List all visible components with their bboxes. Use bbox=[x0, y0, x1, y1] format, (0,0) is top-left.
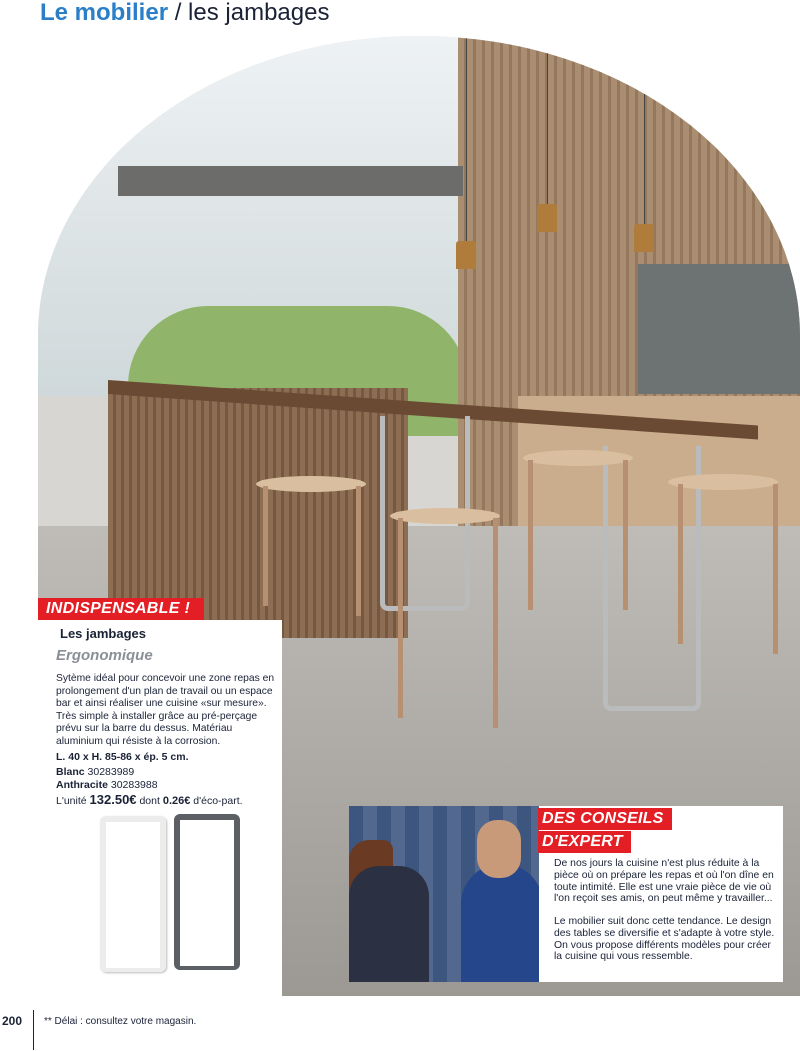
expert-paragraph: De nos jours la cuisine n'est plus réduite à la pièce où on prépare les repas et où l'on dîne en toute intimité. Elle est une vraie pièce de vie où l'on reçoit ses amis, on peut même y travailler... bbox=[554, 858, 774, 905]
customer-figure bbox=[349, 866, 429, 982]
bar-stool-leg bbox=[356, 486, 361, 616]
white-leg-frame-image bbox=[100, 816, 166, 972]
bar-stool-leg bbox=[263, 486, 268, 606]
price-prefix: L'unité bbox=[56, 795, 87, 807]
subsection-title: les jambages bbox=[188, 0, 330, 26]
bar-stool-leg bbox=[493, 518, 498, 728]
stone-backsplash bbox=[638, 264, 800, 394]
indispensable-badge: INDISPENSABLE ! bbox=[38, 598, 204, 620]
pendant-lamp bbox=[456, 241, 476, 269]
variant-white bbox=[56, 766, 134, 778]
variant-anthracite bbox=[56, 779, 158, 791]
eco-prefix: dont bbox=[139, 795, 160, 807]
bar-stool-leg bbox=[678, 484, 683, 644]
unit-price: 132.50€ bbox=[89, 792, 137, 807]
bar-stool-leg bbox=[773, 484, 778, 654]
product-panel bbox=[38, 620, 282, 996]
lamp-cord bbox=[466, 36, 467, 241]
lamp-cord bbox=[547, 36, 548, 204]
expert-figure bbox=[461, 864, 539, 982]
eco-amount: 0.26€ bbox=[162, 795, 191, 807]
product-title: Les jambages bbox=[60, 626, 146, 641]
title-separator: / bbox=[168, 0, 189, 26]
bar-stool-seat bbox=[523, 450, 633, 466]
expert-title-line2: D'EXPERT bbox=[538, 831, 631, 853]
bar-stool-leg bbox=[398, 518, 403, 718]
variant-ref: 30283988 bbox=[110, 779, 158, 791]
expert-head bbox=[477, 820, 521, 878]
expert-photo bbox=[349, 806, 539, 982]
bar-stool-seat bbox=[256, 476, 366, 492]
bar-stool-leg bbox=[623, 460, 628, 610]
product-tagline: Ergonomique bbox=[56, 647, 153, 664]
footer-divider bbox=[33, 1010, 34, 1050]
footer-note: ** Délai : consultez votre magasin. bbox=[44, 1016, 197, 1027]
pendant-lamp bbox=[634, 224, 654, 252]
price-line bbox=[56, 792, 243, 807]
range-hood bbox=[118, 166, 463, 196]
expert-title-line1: DES CONSEILS bbox=[538, 808, 672, 830]
product-description: Sytème idéal pour concevoir une zone repas en prolongement d'un plan de travail ou un espace bar et ainsi réaliser une cuisine «sur mesure». Très simple à installer grâce au pré-perçage prévu sur la barre du dessus. Matériau aluminium qui résiste à la corrosion. bbox=[56, 673, 275, 747]
variant-name: Blanc bbox=[56, 766, 85, 778]
lamp-cord bbox=[644, 36, 645, 224]
expert-paragraph: Le mobilier suit donc cette tendance. Le design des tables se diversifie et s'adapte à votre style. On vous propose différents modèles pour créer la cuisine qui vous ressemble. bbox=[554, 916, 775, 963]
page-number: 200 bbox=[2, 1014, 23, 1028]
eco-suffix: d'éco-part. bbox=[193, 795, 243, 807]
variant-name: Anthracite bbox=[56, 779, 108, 791]
anthracite-leg-frame-image bbox=[174, 814, 240, 970]
pendant-lamp bbox=[537, 204, 557, 232]
bar-stool-leg bbox=[528, 460, 533, 610]
product-dimensions: L. 40 x H. 85-86 x ép. 5 cm. bbox=[56, 751, 189, 763]
bar-stool-seat bbox=[390, 508, 500, 524]
page-title bbox=[40, 0, 329, 26]
variant-ref: 30283989 bbox=[87, 766, 135, 778]
section-title: Le mobilier bbox=[40, 0, 169, 26]
bar-stool-seat bbox=[668, 474, 778, 490]
